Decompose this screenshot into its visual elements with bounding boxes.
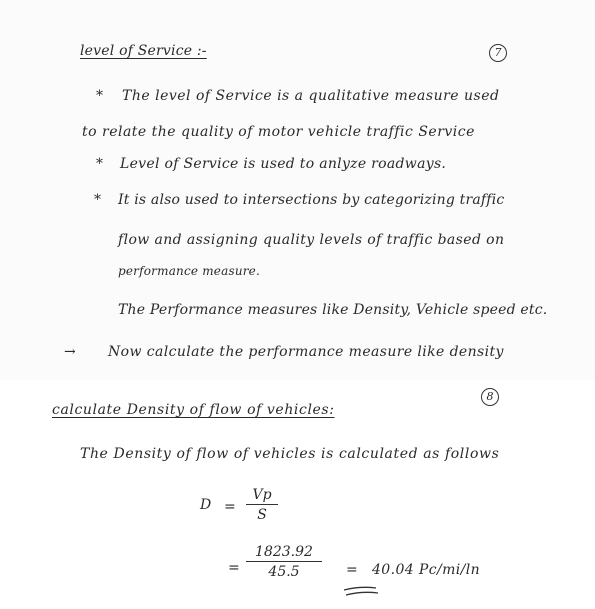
- result-equals: =: [346, 562, 358, 578]
- double-underline-mark: [342, 584, 382, 598]
- substitution-fraction: [246, 544, 322, 580]
- line-5: flow and assigning quality levels of traffic based on: [118, 232, 505, 248]
- line-1: The level of Service is a qualitative measure used: [122, 88, 500, 104]
- density-result: 40.04 Pc/mi/ln: [372, 562, 481, 578]
- line-3: Level of Service is used to anlyze roadways.: [120, 156, 447, 172]
- substitution-denominator: 45.5: [268, 564, 300, 580]
- formula-denominator: S: [257, 507, 267, 523]
- bullet-icon: *: [96, 88, 104, 104]
- section-heading-level-of-service: level of Service :-: [80, 43, 207, 59]
- formula-lhs: D: [200, 497, 212, 513]
- page-number-7: 7: [489, 44, 507, 62]
- section-heading-density: calculate Density of flow of vehicles:: [52, 402, 335, 418]
- substitution-equals: =: [228, 560, 240, 576]
- formula-numerator: Vp: [246, 487, 278, 505]
- page-number-8: 8: [481, 388, 499, 406]
- line-8: Now calculate the performance measure like density: [108, 344, 504, 360]
- bullet-icon: *: [94, 192, 102, 208]
- formula-fraction: [246, 487, 278, 523]
- arrow-icon: →: [64, 344, 76, 360]
- line-4: It is also used to intersections by categorizing traffic: [118, 192, 505, 208]
- line-6: performance measure.: [118, 264, 260, 278]
- formula-equals: =: [224, 499, 236, 515]
- substitution-numerator: 1823.92: [246, 544, 322, 562]
- line-2: to relate the quality of motor vehicle traffic Service: [82, 124, 475, 140]
- density-intro: The Density of flow of vehicles is calculated as follows: [80, 446, 500, 462]
- line-7: The Performance measures like Density, Vehicle speed etc.: [118, 302, 548, 318]
- bullet-icon: *: [96, 156, 104, 172]
